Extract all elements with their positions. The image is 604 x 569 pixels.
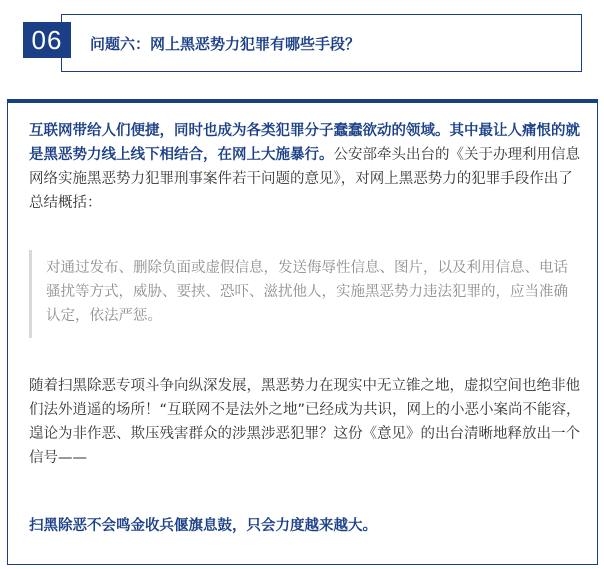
intro-paragraph [29,119,581,215]
intro-highlight: 互联网带给人们便捷，同时也成为各类犯罪分子蠢蠢欲动的领域。其中最让人痛恨的就是黑恶势力线上线下相结合，在网上大施暴行。 [29,123,580,163]
conclusion-paragraph: 扫黑除恶不会鸣金收兵偃旗息鼓，只会力度越来越大。 [29,518,377,534]
intro-body: 公安部牵头出台的《关于办理利用信息网络实施黑恶势力犯罪刑事案件若干问题的意见》，对网上黑恶势力的犯罪手段作出了总结概括： [29,147,580,211]
page-title: 问题六：网上黑恶势力犯罪有哪些手段？ [90,35,361,53]
quote-block: 对通过发布、删除负面或虚假信息，发送侮辱性信息、图片，以及利用信息、电话骚扰等方式，威胁、要挟、恐吓、滋扰他人，实施黑恶势力违法犯罪的，应当准确认定，依法严惩。 [29,250,580,338]
section-number-badge: 06 [23,22,71,58]
body-paragraph: 随着扫黑除恶专项斗争向纵深发展，黑恶势力在现实中无立锥之地，虚拟空间也绝非他们法外逍遥的场所！“互联网不是法外之地”已经成为共识，网上的小恶小案尚不能容，遑论为非作恶、欺压残害群众的涉黑涉恶犯罪？这份《意见》的出台清晰地释放出一个信号—— [29,378,581,466]
